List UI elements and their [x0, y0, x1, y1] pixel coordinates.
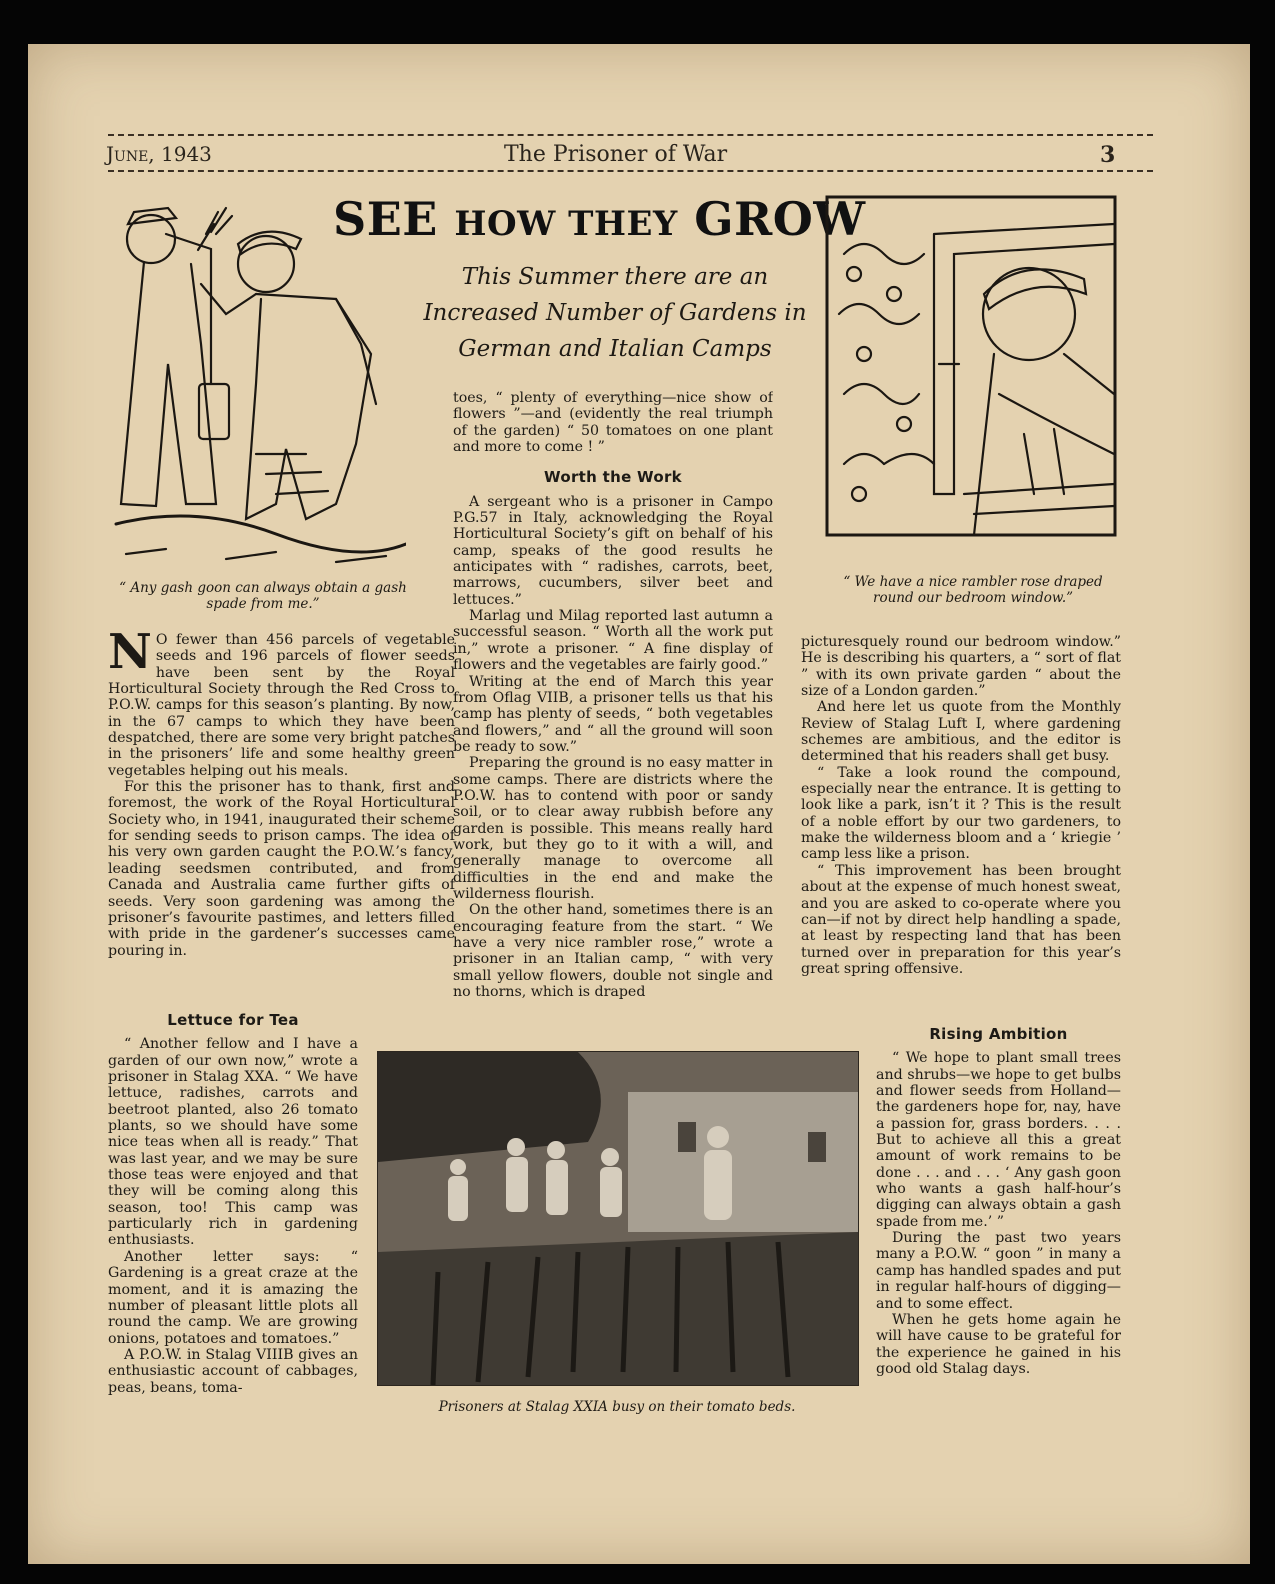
paragraph: Another letter says: “ Gardening is a great craze at the moment, and it is amazing the number of pleasant little plots all round the camp. We are growing onions, potatoes and tomatoes.” — [108, 1248, 358, 1347]
paragraph: During the past two years many a P.O.W. “ goon ” in many a camp has handled spades and put in regular half-hours of digging—and to some effect. — [876, 1230, 1121, 1312]
paragraph: “ We hope to plant small trees and shrubs—we hope to get bulbs and flower seeds from Holland—the gardeners hope for, nay, have a passion for, grass borders. . . . But to achieve all this a great amount of work remains to be done . . . and . . . ‘ Any gash goon who wants a gash half-hour’s digging can always obtain a gash spade from me.’ ” — [876, 1050, 1121, 1230]
header-rule-top — [108, 134, 1153, 136]
paragraph: Writing at the end of March this year from Oflag VIIB, a prisoner tells us that his camp has plenty of seeds, “ both vegetables and flowers,” and “ all the ground will soon be ready to sow.” — [453, 673, 773, 755]
section-heading-lettuce-for-tea: Lettuce for Tea — [167, 1011, 299, 1029]
paragraph: A sergeant who is a prisoner in Campo P.G.57 in Italy, acknowledging the Royal Horticultural Society’s gift on behalf of his camp, speaks of the good results he anticipates with “ radishes, carrots, beet, marrows, cucumbers, silver beet and lettuces.” — [453, 493, 773, 608]
cartoon-two-gardeners — [106, 204, 406, 569]
paragraph: Preparing the ground is no easy matter in some camps. There are districts where the P.O.W. has to contend with poor or sandy soil, or to clear away rubbish before any garden is possible. This means really hard work, but they go to it with a will, and generally manage to overcome all difficulties in the end and make the wilderness flourish. — [453, 755, 773, 902]
paragraph: For this the prisoner has to thank, first and foremost, the work of the Royal Horticultural Society who, in 1941, inaugurated their scheme for sending seeds to prison camps. The idea of his very own garden caught the P.O.W.’s fancy, leading seedsmen contributed, and from Canada and Australia came further gifts of seeds. Very soon gardening was among the prisoner’s favourite pastimes, and letters filled with pride in the gardener’s successes came pouring in. — [108, 779, 455, 959]
headline — [333, 192, 866, 246]
paragraph: “ Another fellow and I have a garden of our own now,” wrote a prisoner in Stalag XXA. “ We have lettuce, radishes, carrots and beetroot planted, also 26 tomato plants, so we should have some nice teas when all is ready.” That was last year, and we may be sure those teas were enjoyed and that they will be coming along this season, too! This camp was particularly rich in gardening enthusiasts. — [108, 1036, 358, 1249]
caption-photo: Prisoners at Stalag XXIA busy on their tomato beds. — [438, 1399, 796, 1415]
headline-word-grow: GROW — [694, 192, 866, 246]
photo-image — [378, 1052, 858, 1385]
section-heading-worth-the-work: Worth the Work — [544, 468, 682, 487]
magazine-page — [28, 44, 1250, 1564]
issue-date: June, 1943 — [106, 142, 212, 166]
drop-cap: N — [108, 632, 152, 680]
cartoon-man-at-window — [824, 194, 1118, 564]
paragraph: On the other hand, sometimes there is an encouraging feature from the start. “ We have a very nice rambler rose,” wrote a prisoner in an Italian camp, “ with very small yellow flowers, double not single and no thorns, which is draped — [453, 902, 773, 1001]
paragraph: When he gets home again he will have cause to be grateful for the experience he gained in his good old Stalag days. — [876, 1311, 1121, 1377]
column-3-top — [801, 634, 1121, 1034]
caption-right-cartoon: “ We have a nice rambler rose draped round our bedroom window.” — [843, 574, 1103, 606]
column-3-bottom — [876, 1022, 1121, 1422]
photo-prisoners-tomato-beds — [377, 1051, 859, 1386]
paragraph: “ This improvement has been brought about at the expense of much honest sweat, and you are asked to co-operate where you can—if not by direct help handling a spade, at least by respecting land that has been turned over in preparation for this year’s great spring offensive. — [801, 862, 1121, 977]
publication-title: The Prisoner of War — [504, 142, 728, 167]
headline-word-see: SEE — [333, 192, 438, 246]
column-2 — [453, 390, 773, 1030]
section-heading-rising-ambition: Rising Ambition — [929, 1025, 1068, 1043]
paragraph: toes, “ plenty of everything—nice show of flowers ”—and (evidently the real triumph of the garden) “ 50 tomatoes on one plant and more to come ! ” — [453, 390, 773, 456]
column-1-top — [108, 632, 455, 1022]
subtitle: This Summer there are an Increased Number of Gardens in German and Italian Camps — [423, 264, 807, 362]
paragraph: A P.O.W. in Stalag VIIIB gives an enthusiastic account of cabbages, peas, beans, toma- — [108, 1346, 358, 1396]
paragraph: And here let us quote from the Monthly Review of Stalag Luft I, where gardening schemes are ambitious, and the editor is determined that his readers shall get busy. — [801, 699, 1121, 765]
paragraph: Marlag und Milag reported last autumn a successful season. “ Worth all the work put in,” wrote a prisoner. “ A fine display of flowers and the vegetables are fairly good.” — [453, 608, 773, 674]
intro-paragraph-text: O fewer than 456 parcels of vegetable seeds and 196 parcels of flower seeds have been sent by the Royal Horticultural Society through the Red Cross to P.O.W. camps for this season’s planting. By now, in the 67 camps to which they have been despatched, there are some very bright patches in the prisoners’ life and some healthy green vegetables helping out his meals. — [108, 632, 455, 779]
column-1-bottom — [108, 1008, 358, 1488]
header-rule-bottom — [108, 170, 1153, 172]
page-number: 3 — [1100, 142, 1116, 168]
caption-left-cartoon: “ Any gash goon can always obtain a gash spade from me.” — [119, 580, 407, 612]
headline-how-they: HOW THEY — [454, 204, 678, 244]
paragraph: “ Take a look round the compound, especially near the entrance. It is getting to look like a park, isn’t it ? This is the result of a noble effort by our two gardeners, to make the wilderness bloom and a ‘ kriegie ’ camp less like a prison. — [801, 764, 1121, 863]
intro-paragraph — [108, 632, 455, 779]
paragraph: picturesquely round our bedroom window.” He is describing his quarters, a “ sort of flat ” with its own private garden “ about the size of a London garden.” — [801, 634, 1121, 700]
